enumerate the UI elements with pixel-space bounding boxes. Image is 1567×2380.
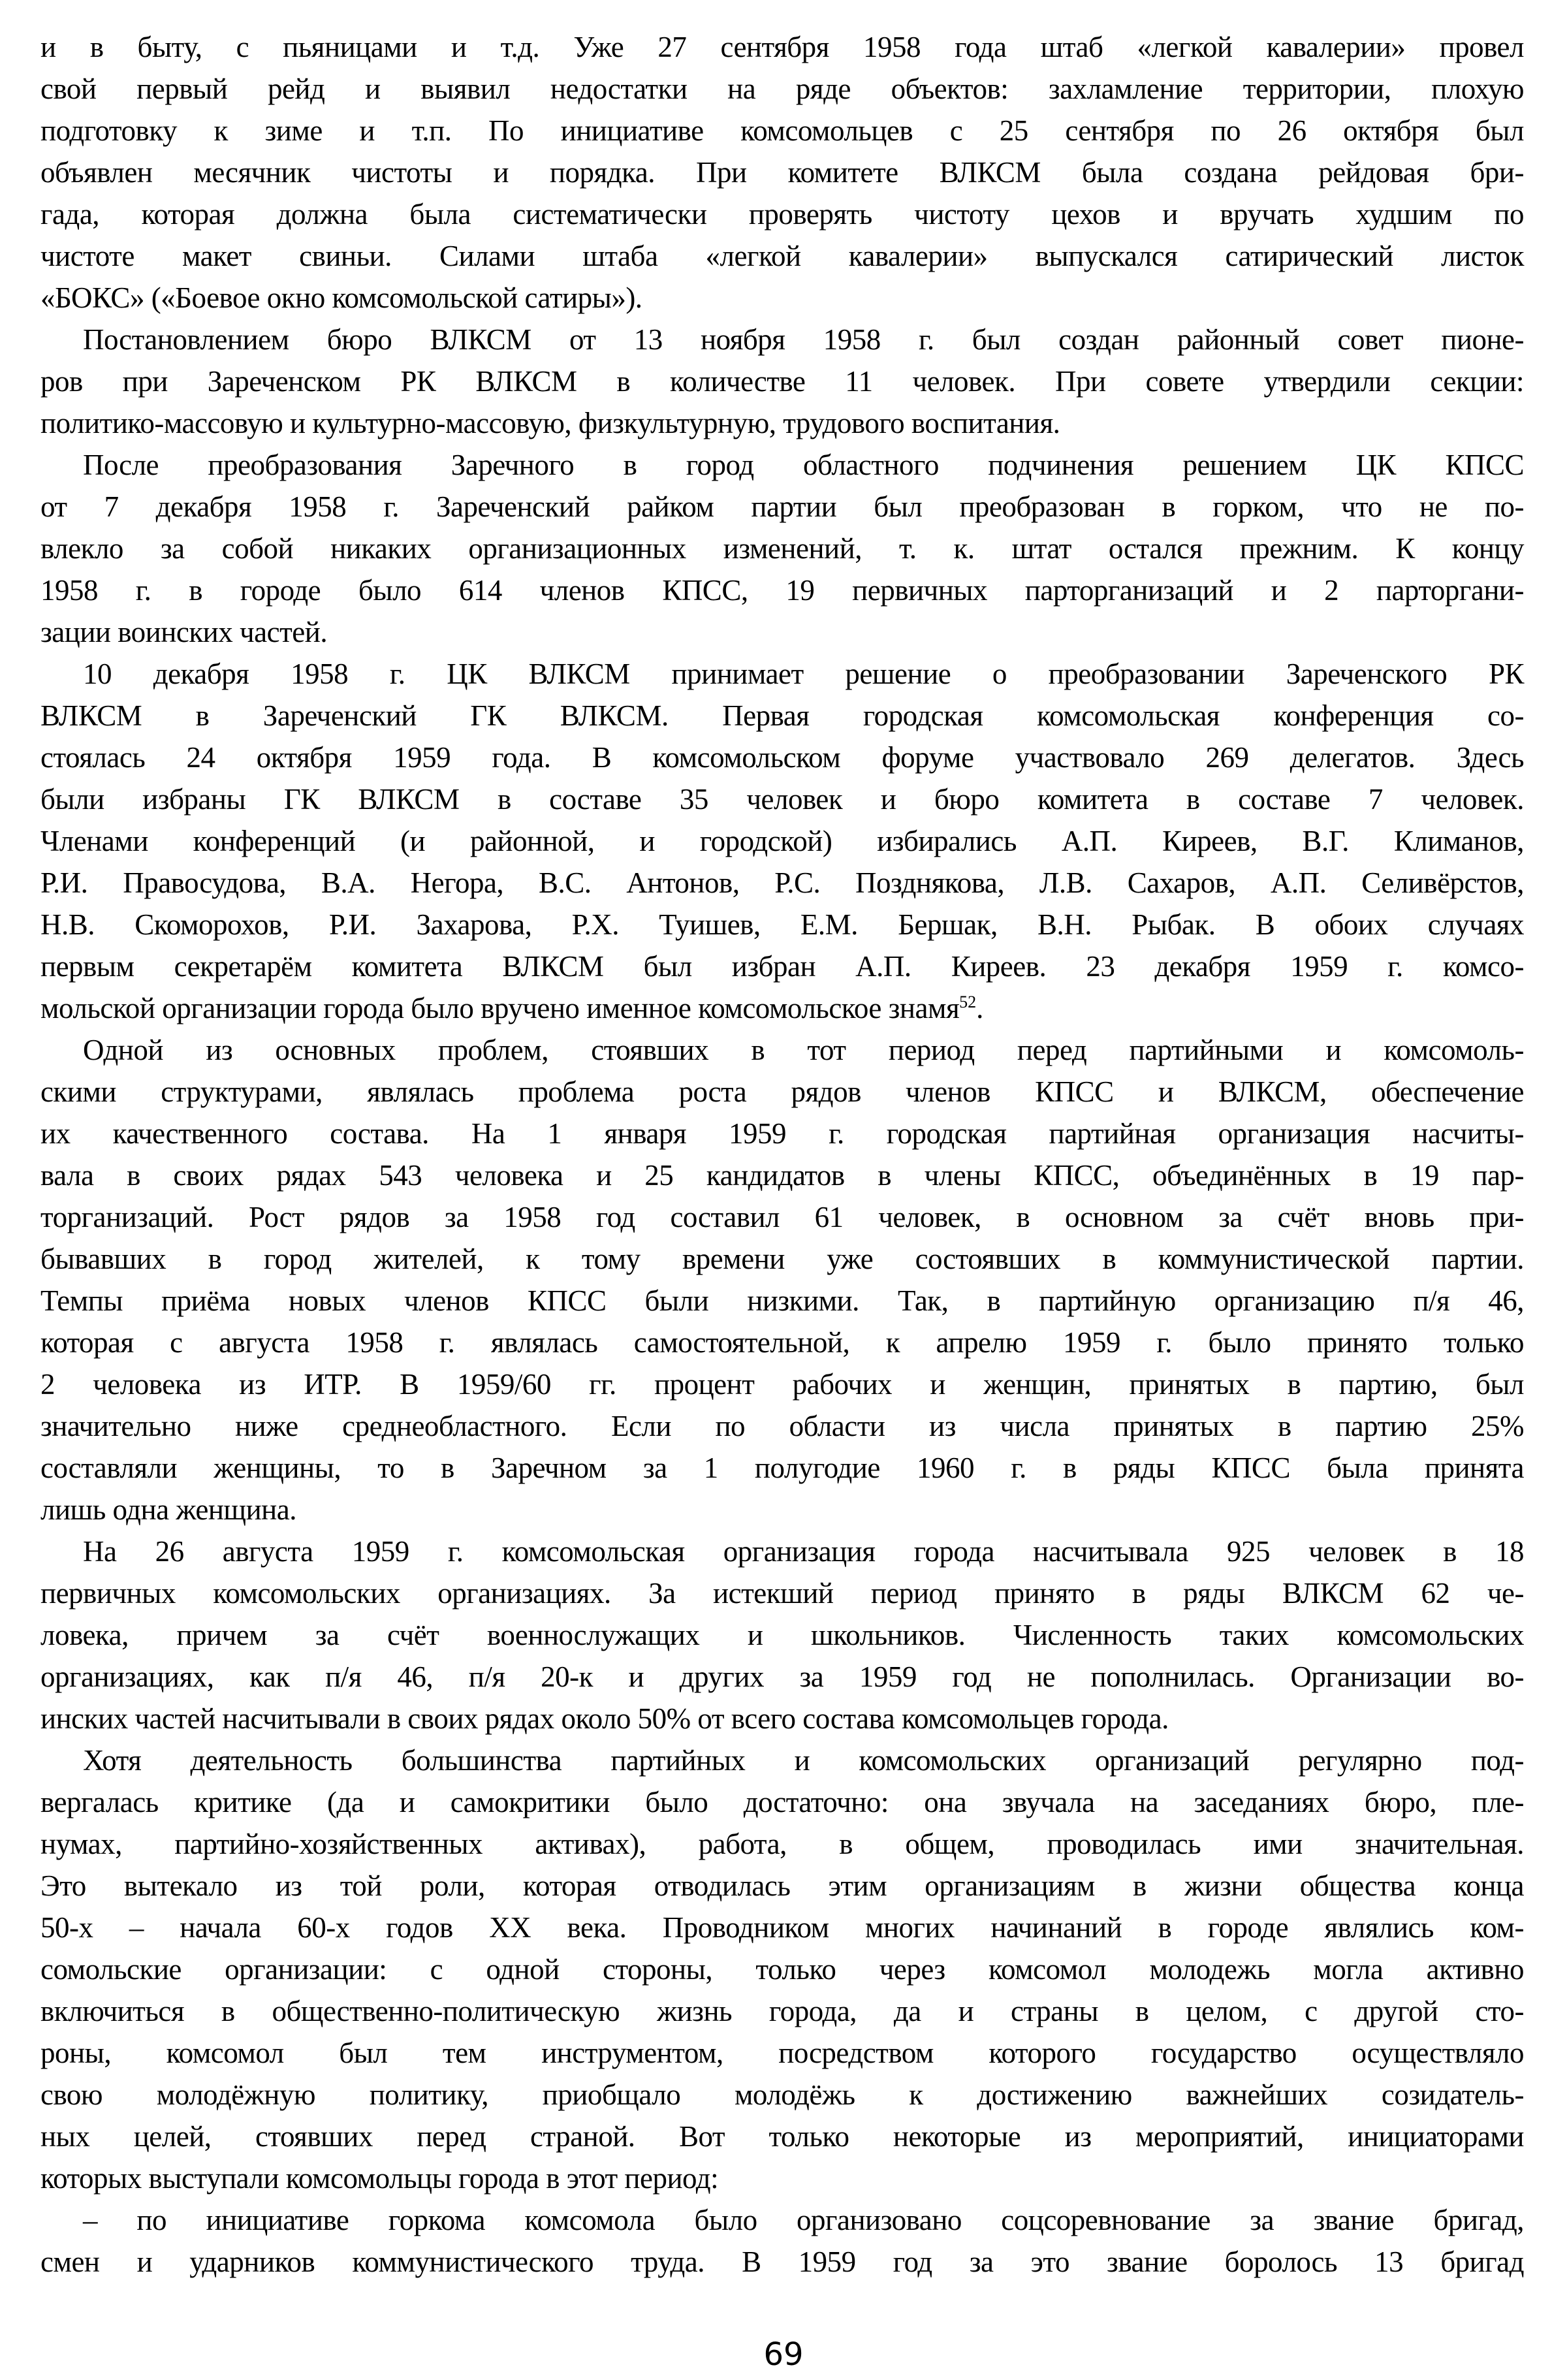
text-line: политико-массовую и культурно-массовую, физкультурную, трудового воспитания. — [40, 407, 1060, 439]
text-line: первичных комсомольских организациях. За истекший период принято в ряды ВЛКСМ 62 че- — [40, 1577, 1524, 1610]
text-line: – по инициативе горкома комсомола было организовано соцсоревнование за звание бригад, — [83, 2204, 1524, 2236]
text-line: На 26 августа 1959 г. комсомольская организация города насчитывала 925 человек в 18 — [83, 1535, 1524, 1568]
text-line: Р.И. Правосудова, В.А. Негора, В.С. Антонов, Р.С. Позднякова, Л.В. Сахаров, А.П. Селивёрстов, — [40, 866, 1524, 899]
text-line: гада, которая должна была систематически проверять чистоту цехов и вручать худшим по — [40, 198, 1524, 230]
text-line: Одной из основных проблем, стоявших в тот период перед партийными и комсомоль- — [83, 1034, 1524, 1066]
text-block — [40, 26, 1524, 2283]
text-segment: . — [976, 992, 983, 1024]
text-line: свой первый рейд и выявил недостатки на ряде объектов: захламление территории, плохую — [40, 72, 1524, 105]
text-line: скими структурами, являлась проблема роста рядов членов КПСС и ВЛКСМ, обеспечение — [40, 1075, 1524, 1108]
text-line: смен и ударников коммунистического труда. В 1959 год за это звание боролось 13 бригад — [40, 2245, 1524, 2278]
text-line: Членами конференций (и районной, и городской) избирались А.П. Киреев, В.Г. Климанов, — [40, 825, 1524, 857]
text-line: влекло за собой никаких организационных изменений, т. к. штат остался прежним. К концу — [40, 532, 1524, 565]
text-line: стоялась 24 октября 1959 года. В комсомольском форуме участвовало 269 делегатов. Здесь — [40, 741, 1524, 774]
text-line: 1958 г. в городе было 614 членов КПСС, 19 первичных парторганизаций и 2 парторгани- — [40, 574, 1524, 607]
text-line: Н.В. Скоморохов, Р.И. Захарова, Р.Х. Туишев, Е.М. Бершак, В.Н. Рыбак. В обоих случаях — [40, 908, 1524, 941]
text-line: нумах, партийно-хозяйственных активах), работа, в общем, проводилась ими значительная. — [40, 1828, 1524, 1860]
text-line: вергалась критике (да и самокритики было достаточно: она звучала на заседаниях бюро, пле- — [40, 1786, 1524, 1818]
text-line: 10 декабря 1958 г. ЦК ВЛКСМ принимает решение о преобразовании Зареченского РК — [83, 658, 1524, 690]
text-line: которая с августа 1958 г. являлась самостоятельной, к апрелю 1959 г. было принято только — [40, 1326, 1524, 1359]
paragraph — [40, 26, 1524, 319]
text-line: чистоте макет свиньи. Силами штаба «легкой кавалерии» выпускался сатирический листок — [40, 240, 1524, 272]
text-line: свою молодёжную политику, приобщало молодёжь к достижению важнейших созидатель- — [40, 2078, 1524, 2111]
paragraph — [40, 1531, 1524, 1739]
text-line: ных целей, стоявших перед страной. Вот только некоторые из мероприятий, инициаторами — [40, 2120, 1524, 2153]
text-line: и в быту, с пьяницами и т.д. Уже 27 сентября 1958 года штаб «легкой кавалерии» провел — [40, 31, 1524, 63]
text-line: лишь одна женщина. — [40, 1493, 296, 1526]
text-line: Темпы приёма новых членов КПСС были низкими. Так, в партийную организацию п/я 46, — [40, 1284, 1524, 1317]
text-line: объявлен месячник чистоты и порядка. При комитете ВЛКСМ была создана рейдовая бри- — [40, 156, 1524, 189]
text-line: бывавших в город жителей, к тому времени уже состоявших в коммунистической партии. — [40, 1243, 1524, 1275]
paragraph — [40, 653, 1524, 1029]
text-line: сомольские организации: с одной стороны, только через комсомол молодежь могла активно — [40, 1953, 1524, 1986]
text-line: их качественного состава. На 1 января 1959 г. городская партийная организация насчиты- — [40, 1117, 1524, 1150]
paragraph — [40, 2199, 1524, 2283]
text-line: включиться в общественно-политическую жизнь города, да и страны в целом, с другой сто- — [40, 1995, 1524, 2027]
text-segment: мольской организации города было вручено именное комсомольское знамя — [40, 992, 960, 1024]
text-line: которых выступали комсомольцы города в этот период: — [40, 2162, 719, 2195]
text-line: инских частей насчитывали в своих рядах около 50% от всего состава комсомольцев города. — [40, 1702, 1169, 1735]
text-line — [40, 987, 1524, 1029]
text-line: ВЛКСМ в Зареченский ГК ВЛКСМ. Первая городская комсомольская конференция со- — [40, 699, 1524, 732]
paragraph — [40, 444, 1524, 653]
text-line: вала в своих рядах 543 человека и 25 кандидатов в члены КПСС, объединённых в 19 пар- — [40, 1159, 1524, 1192]
text-line: 50-х – начала 60-х годов XX века. Проводником многих начинаний в городе являлись ком- — [40, 1911, 1524, 1944]
text-line: первым секретарём комитета ВЛКСМ был избран А.П. Киреев. 23 декабря 1959 г. комсо- — [40, 950, 1524, 983]
paragraph — [40, 1029, 1524, 1531]
text-line: организациях, как п/я 46, п/я 20-к и других за 1959 год не пополнилась. Организации во- — [40, 1660, 1524, 1693]
footnote-reference: 52 — [959, 992, 977, 1011]
text-line: составляли женщины, то в Заречном за 1 полугодие 1960 г. в ряды КПСС была принята — [40, 1452, 1524, 1484]
text-line: роны, комсомол был тем инструментом, посредством которого государство осуществляло — [40, 2037, 1524, 2069]
text-line: Постановлением бюро ВЛКСМ от 13 ноября 1958 г. был создан районный совет пионе- — [83, 323, 1524, 356]
text-line: были избраны ГК ВЛКСМ в составе 35 человек и бюро комитета в составе 7 человек. — [40, 783, 1524, 816]
text-line: от 7 декабря 1958 г. Зареченский райком партии был преобразован в горком, что не по- — [40, 490, 1524, 523]
page-number: 69 — [763, 2336, 804, 2373]
text-line: «БОКС» («Боевое окно комсомольской сатиры»). — [40, 281, 642, 314]
text-line: ров при Зареченском РК ВЛКСМ в количестве 11 человек. При совете утвердили секции: — [40, 365, 1524, 398]
text-line: торганизаций. Рост рядов за 1958 год составил 61 человек, в основном за счёт вновь при- — [40, 1201, 1524, 1233]
paragraph — [40, 319, 1524, 444]
text-line: Это вытекало из той роли, которая отводилась этим организациям в жизни общества конца — [40, 1869, 1524, 1902]
text-line: зации воинских частей. — [40, 616, 328, 648]
text-line: 2 человека из ИТР. В 1959/60 гг. процент рабочих и женщин, принятых в партию, был — [40, 1368, 1524, 1401]
paragraph — [40, 1739, 1524, 2199]
text-line: подготовку к зиме и т.п. По инициативе комсомольцев с 25 сентября по 26 октября был — [40, 114, 1524, 147]
text-line: значительно ниже среднеобластного. Если по области из числа принятых в партию 25% — [40, 1410, 1524, 1442]
text-line: После преобразования Заречного в город областного подчинения решением ЦК КПСС — [83, 449, 1524, 481]
text-line: ловека, причем за счёт военнослужащих и школьников. Численность таких комсомольских — [40, 1619, 1524, 1651]
text-line: Хотя деятельность большинства партийных и комсомольских организаций регулярно под- — [83, 1744, 1524, 1777]
